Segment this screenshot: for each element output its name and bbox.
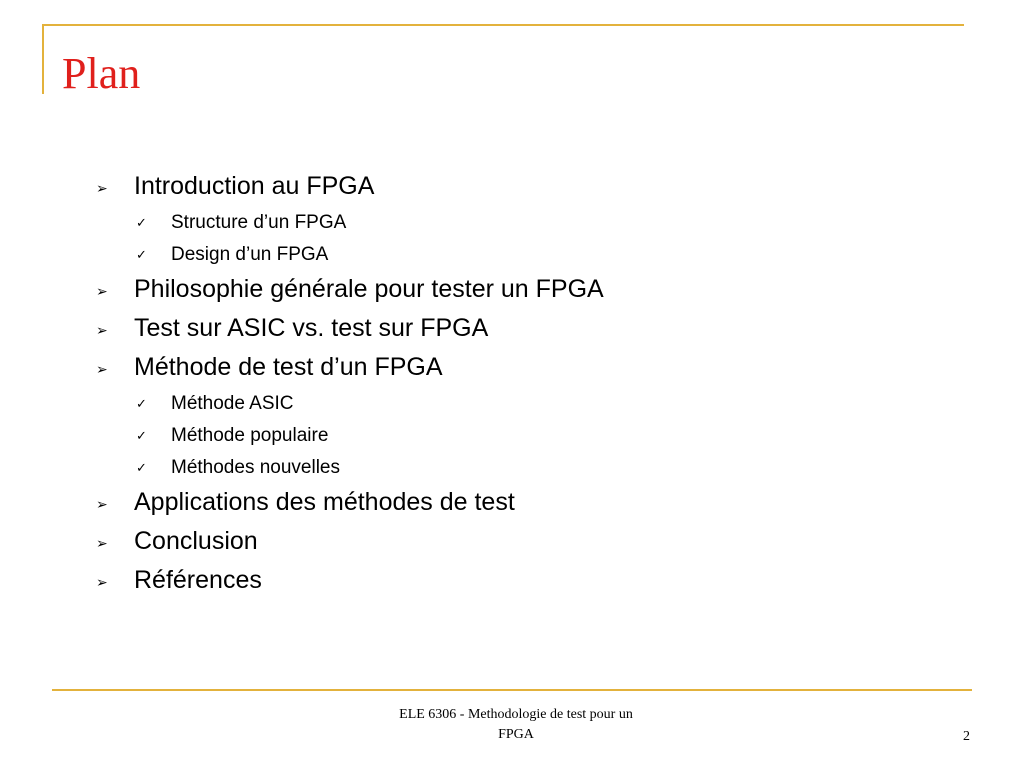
sub-list-item-label: Méthodes nouvelles xyxy=(171,457,340,478)
left-accent-rule xyxy=(42,24,44,94)
sub-list-item-label: Méthode ASIC xyxy=(171,393,294,414)
arrowhead-bullet-icon: ➢ xyxy=(96,322,108,338)
list-item-label: Introduction au FPGA xyxy=(134,172,375,200)
footer-rule xyxy=(52,689,972,691)
footer-text xyxy=(360,705,672,745)
list-item xyxy=(96,564,956,597)
list-item-label: Test sur ASIC vs. test sur FPGA xyxy=(134,314,489,342)
sub-list-item-label: Structure d’un FPGA xyxy=(171,212,347,233)
list-item xyxy=(96,486,956,519)
checkmark-bullet-icon: ✓ xyxy=(136,247,147,262)
list-item-label: Applications des méthodes de test xyxy=(134,488,515,516)
arrowhead-bullet-icon: ➢ xyxy=(96,535,108,551)
bullet-list xyxy=(96,170,956,603)
checkmark-bullet-icon: ✓ xyxy=(136,428,147,443)
arrowhead-bullet-icon: ➢ xyxy=(96,574,108,590)
sub-list-item-label: Méthode populaire xyxy=(171,425,329,446)
checkmark-bullet-icon: ✓ xyxy=(136,396,147,411)
page-number: 2 xyxy=(963,729,970,744)
sub-list-item xyxy=(96,454,956,482)
sub-list-item xyxy=(96,422,956,450)
list-item xyxy=(96,525,956,558)
sub-list-item-label: Design d’un FPGA xyxy=(171,244,329,265)
arrowhead-bullet-icon: ➢ xyxy=(96,283,108,299)
list-item xyxy=(96,312,956,345)
list-item xyxy=(96,273,956,306)
arrowhead-bullet-icon: ➢ xyxy=(96,361,108,377)
arrowhead-bullet-icon: ➢ xyxy=(96,496,108,512)
list-item-label: Références xyxy=(134,566,262,594)
slide-title: Plan xyxy=(62,49,141,98)
list-item-label: Philosophie générale pour tester un FPGA xyxy=(134,275,604,303)
list-item xyxy=(96,170,956,203)
sub-list-item xyxy=(96,390,956,418)
footer-line-2: FPGA xyxy=(498,727,534,742)
sub-list-item xyxy=(96,209,956,237)
list-item xyxy=(96,351,956,384)
checkmark-bullet-icon: ✓ xyxy=(136,460,147,475)
arrowhead-bullet-icon: ➢ xyxy=(96,180,108,196)
list-item-label: Méthode de test d’un FPGA xyxy=(134,353,443,381)
list-item-label: Conclusion xyxy=(134,527,258,555)
footer-line-1: ELE 6306 - Methodologie de test pour un xyxy=(399,707,633,722)
sub-list-item xyxy=(96,241,956,269)
checkmark-bullet-icon: ✓ xyxy=(136,215,147,230)
top-accent-rule xyxy=(42,24,964,26)
